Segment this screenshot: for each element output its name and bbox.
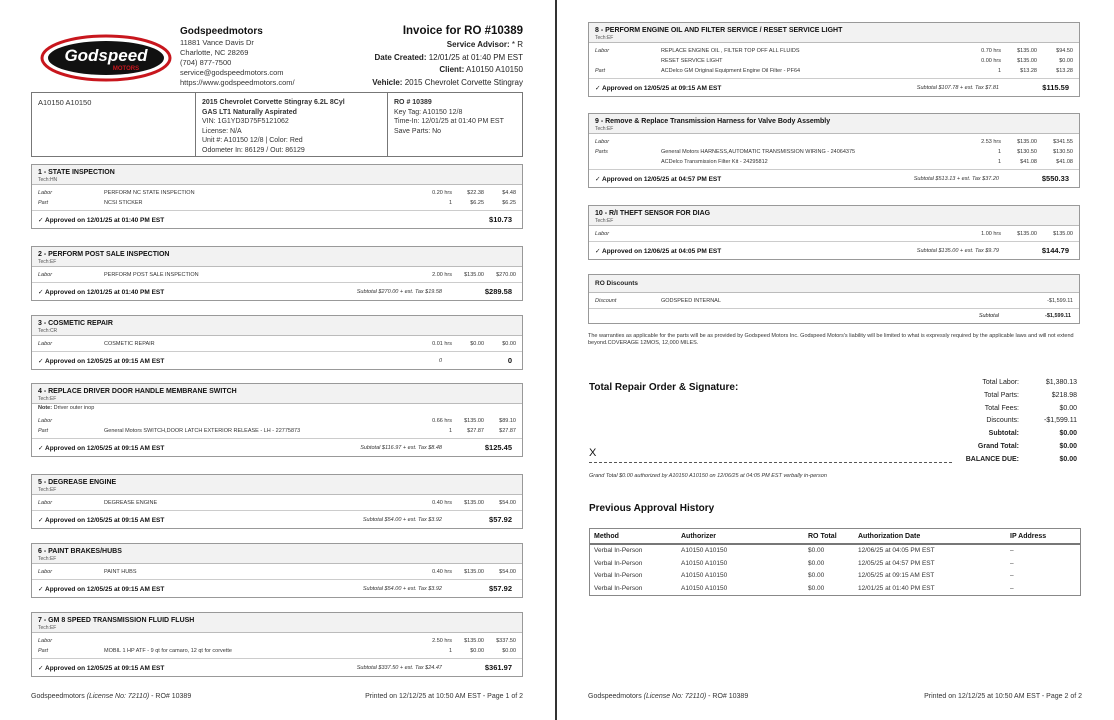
job-approval: [589, 79, 1079, 96]
job-title: 5 - DEGREASE ENGINE: [38, 479, 117, 486]
job-header: [589, 206, 1079, 226]
job-title: 3 - COSMETIC REPAIR: [38, 320, 113, 327]
line-rate: $135.00: [464, 418, 484, 424]
job-tech: Tech:EF: [38, 625, 57, 631]
job-tech: Tech:EF: [38, 556, 57, 562]
line-quantity: 0.70 hrs: [981, 48, 1001, 54]
warranty-text: The warranties as applicable for the parts will be as provided by Godspeed Motors Inc. Godspeed Motors's liability will be limited to what is expressly required by the applicable laws and will not extend beyond.COVERAGE 12MOS, 12,000 MILES.: [588, 333, 1074, 346]
line-description: DEGREASE ENGINE: [104, 500, 158, 506]
line-quantity: 2.50 hrs: [432, 638, 452, 644]
job-approval: [589, 170, 1079, 187]
line-rate: $135.00: [1017, 48, 1037, 54]
balance-due: BALANCE DUE: $0.00: [965, 455, 1077, 463]
job-lines: [32, 267, 522, 283]
line-amount: $54.00: [499, 569, 516, 575]
line-item: [32, 198, 522, 208]
job-tech: Tech:EF: [38, 487, 57, 493]
job-note: [32, 404, 522, 413]
line-amount: $0.00: [502, 341, 516, 347]
vehicle-details: 2015 Chevrolet Corvette Stingray 6.2L 8Cyl GAS LT1 Naturally Aspirated VIN: 1G1YD3D75F5121062 License: N/A Unit #: A10150 12/8 | Color: Red Odometer In: 86129 / Out: 86129: [196, 93, 388, 156]
line-amount: $54.00: [499, 500, 516, 506]
table-row: Verbal In-Person A10150 A10150 $0.00 12/05/25 at 04:57 PM EST –: [594, 559, 1014, 567]
line-type: Labor: [38, 569, 53, 575]
total-discounts: Discounts: -$1,599.11: [986, 417, 1077, 425]
line-quantity: 0.00 hrs: [981, 58, 1001, 64]
discount-subtotal: Subtotal -$1,599.11: [978, 313, 1071, 319]
approval-status: ✓ Approved on 12/05/25 at 09:15 AM EST: [38, 665, 165, 672]
signature-line[interactable]: [589, 462, 952, 463]
job-tech: Tech:EF: [595, 218, 614, 224]
logo-subtext: MOTORS: [112, 66, 140, 72]
job-section: [31, 164, 523, 229]
signature-title: Total Repair Order & Signature:: [589, 382, 739, 393]
grand-total: Grand Total: $0.00: [977, 442, 1077, 450]
line-quantity: 1.00 hrs: [981, 231, 1001, 237]
line-item: [589, 137, 1079, 147]
logo-text: Godspeed: [64, 46, 148, 65]
job-title: 8 - PERFORM ENGINE OIL AND FILTER SERVICE / RESET SERVICE LIGHT: [595, 27, 843, 34]
line-description: ACDelco GM Original Equipment Engine Oil Filter - PF64: [661, 68, 801, 74]
job-total: $115.59: [1042, 83, 1069, 92]
job-tech: Tech:EF: [38, 396, 57, 402]
vehicle: Vehicle: 2015 Chevrolet Corvette Stingray: [372, 77, 523, 87]
footer-page-number: Printed on 12/12/25 at 10:50 AM EST - Page 2 of 2: [924, 693, 1082, 700]
line-description: COSMETIC REPAIR: [104, 341, 155, 347]
job-note-label: Note:: [38, 405, 53, 411]
line-rate: $0.00: [470, 648, 484, 654]
line-item: [589, 46, 1079, 56]
job-note-text: Driver outer inop: [53, 405, 95, 411]
line-amount: $6.25: [502, 200, 516, 206]
table-row: Verbal In-Person A10150 A10150 $0.00 12/06/25 at 04:05 PM EST –: [594, 547, 1014, 554]
line-amount: $135.00: [1053, 231, 1073, 237]
line-quantity: 1: [997, 68, 1001, 74]
job-title: 2 - PERFORM POST SALE INSPECTION: [38, 251, 170, 258]
approval-history-title: Previous Approval History: [589, 503, 715, 514]
job-approval: [589, 242, 1079, 259]
job-tech: Tech:EF: [595, 126, 614, 132]
job-subtotal: Subtotal $54.00 + est. Tax $3.92: [362, 517, 442, 523]
job-section: [31, 246, 523, 301]
job-section: [31, 543, 523, 598]
line-type: Labor: [595, 231, 610, 237]
job-header: [589, 23, 1079, 43]
job-tech: Tech:HN: [38, 177, 58, 183]
job-section: [31, 474, 523, 529]
approval-status: ✓ Approved on 12/05/25 at 09:15 AM EST: [38, 358, 165, 365]
line-type: Part: [595, 68, 606, 74]
job-total: $57.92: [489, 515, 512, 524]
total-labor: Total Labor: $1,380.13: [982, 379, 1077, 386]
line-description: MOBIL 1 HP ATF - 9 qt for camaro, 12 qt for corvette: [104, 648, 232, 654]
job-section: [588, 22, 1080, 97]
table-row: Verbal In-Person A10150 A10150 $0.00 12/05/25 at 09:15 AM EST –: [594, 572, 1014, 579]
company-info: [180, 25, 295, 88]
job-total: $550.33: [1041, 174, 1069, 183]
table-row: Verbal In-Person A10150 A10150 $0.00 12/01/25 at 01:40 PM EST –: [594, 584, 1014, 592]
totals-summary: [937, 379, 1077, 469]
job-approval: [32, 659, 522, 676]
line-amount: $337.50: [496, 638, 516, 644]
line-amount: $270.00: [496, 272, 516, 278]
job-subtotal: Subtotal $54.00 + est. Tax $3.92: [362, 586, 442, 592]
line-rate: $135.00: [464, 638, 484, 644]
footer-license: Godspeedmotors (License No: 72110) - RO# 10389: [588, 693, 749, 700]
line-amount: $0.00: [502, 648, 516, 654]
authorization-note: Grand Total $0.00 authorized by A10150 A10150 on 12/06/25 at 04:05 PM EST verbally in-person: [589, 473, 827, 479]
line-description: PAINT HUBS: [104, 569, 137, 575]
invoice-page-1: [0, 0, 555, 720]
job-title: 6 - PAINT BRAKES/HUBS: [38, 548, 122, 555]
line-description: NCSI STICKER: [104, 200, 143, 206]
approval-status: ✓ Approved on 12/05/25 at 09:15 AM EST: [38, 517, 165, 524]
line-item: [589, 157, 1079, 167]
line-item: [589, 229, 1079, 239]
line-quantity: 2.53 hrs: [981, 139, 1001, 145]
line-type: Labor: [38, 272, 53, 278]
line-description: PERFORM POST SALE INSPECTION: [104, 272, 199, 278]
job-total: $361.97: [484, 663, 512, 672]
line-type: Labor: [595, 139, 610, 145]
job-lines: [32, 185, 522, 211]
job-header: [32, 165, 522, 185]
line-amount: $4.48: [502, 190, 516, 196]
job-total: $57.92: [489, 584, 512, 593]
line-item: [32, 339, 522, 349]
line-rate: $135.00: [464, 272, 484, 278]
line-amount: $27.87: [499, 428, 516, 434]
line-quantity: 0.40 hrs: [432, 569, 452, 575]
job-approval: [32, 283, 522, 300]
ro-discounts-title: RO Discounts: [589, 275, 1079, 293]
job-title: 9 - Remove & Replace Transmission Harness for Valve Body Assembly: [595, 118, 831, 125]
company-website[interactable]: https://www.godspeedmotors.com/: [180, 78, 295, 87]
job-section: [31, 612, 523, 677]
line-amount: $89.10: [499, 418, 516, 424]
job-lines: [589, 43, 1079, 79]
line-item: [589, 147, 1079, 157]
approval-history-header: Method Authorizer RO Total Authorization Date IP Address: [590, 529, 1080, 545]
line-quantity: 1: [448, 200, 452, 206]
company-name: Godspeedmotors: [180, 26, 263, 37]
line-quantity: 0.66 hrs: [432, 418, 452, 424]
line-type: Parts: [595, 149, 608, 155]
job-lines: [32, 633, 522, 659]
line-item: [32, 270, 522, 280]
ro-details: RO # 10389 Key Tag: A10150 12/8 Time-In: 12/01/25 at 01:40 PM EST Save Parts: No: [394, 99, 504, 135]
line-amount: $94.50: [1056, 48, 1073, 54]
total-subtotal: Subtotal: $0.00: [988, 430, 1077, 438]
total-fees: Total Fees: $0.00: [984, 404, 1077, 412]
job-section: [588, 205, 1080, 260]
job-header: [32, 316, 522, 336]
job-header: [589, 114, 1079, 134]
job-subtotal: Subtotal $513.13 + est. Tax $37.20: [913, 176, 999, 182]
job-subtotal: Subtotal $107.78 + est. Tax $7.81: [916, 85, 999, 91]
line-rate: $135.00: [464, 500, 484, 506]
job-total: 0: [507, 356, 512, 365]
job-lines: [32, 336, 522, 352]
line-description: ACDelco Transmission Filter Kit - 24295812: [661, 159, 768, 165]
job-tech: Tech:EF: [595, 35, 614, 41]
line-description: General Motors SWITCH,DOOR LATCH EXTERIOR RELEASE - LH - 22775873: [104, 428, 301, 434]
approval-status: ✓ Approved on 12/06/25 at 04:05 PM EST: [595, 248, 722, 255]
line-description: PERFORM NC STATE INSPECTION: [104, 190, 195, 196]
invoice-info: [372, 24, 523, 89]
signature-x: X: [589, 447, 597, 459]
total-parts: Total Parts: $218.98: [983, 391, 1077, 399]
job-approval: [32, 511, 522, 528]
job-subtotal: Subtotal $116.97 + est. Tax $8.48: [360, 445, 442, 451]
job-title: 10 - R/I THEFT SENSOR FOR DIAG: [595, 210, 711, 217]
approval-status: ✓ Approved on 12/01/25 at 01:40 PM EST: [38, 217, 165, 224]
line-type: Labor: [38, 341, 53, 347]
line-type: Labor: [38, 418, 53, 424]
line-quantity: 1: [997, 149, 1001, 155]
line-item: [32, 416, 522, 426]
date-created: Date Created: 12/01/25 at 01:40 PM EST: [374, 52, 523, 62]
line-rate: $6.25: [470, 200, 484, 206]
job-total: $125.45: [484, 443, 512, 452]
job-subtotal: Subtotal $337.50 + est. Tax $24.47: [356, 665, 442, 671]
footer-page-number: Printed on 12/12/25 at 10:50 AM EST - Page 1 of 2: [365, 693, 523, 700]
job-header: [32, 247, 522, 267]
line-amount: $0.00: [1059, 58, 1073, 64]
line-rate: $135.00: [464, 569, 484, 575]
job-approval: [32, 580, 522, 597]
client: Client: A10150 A10150: [439, 65, 523, 74]
customer-vehicle-box: [31, 92, 523, 157]
job-title: 7 - GM 8 SPEED TRANSMISSION FLUID FLUSH: [38, 617, 195, 624]
job-tech: Tech:EF: [38, 259, 57, 265]
line-quantity: 1: [448, 648, 452, 654]
line-type: Part: [38, 200, 49, 206]
job-section: [31, 383, 523, 457]
job-subtotal: Subtotal $270.00 + est. Tax $19.58: [356, 289, 442, 295]
job-total: $289.58: [484, 287, 512, 296]
job-approval: [32, 352, 522, 369]
line-quantity: 0.40 hrs: [432, 500, 452, 506]
company-phone: (704) 877-7500: [180, 58, 232, 67]
line-quantity: 0.20 hrs: [432, 190, 452, 196]
job-tech: Tech:CR: [38, 328, 58, 334]
job-header: [32, 544, 522, 564]
line-amount: $341.55: [1053, 139, 1073, 145]
line-item: [32, 426, 522, 436]
ro-discounts-section: [588, 274, 1080, 324]
line-quantity: 1: [448, 428, 452, 434]
line-quantity: 0.01 hrs: [432, 341, 452, 347]
line-type: Labor: [38, 190, 53, 196]
job-total: $10.73: [489, 215, 512, 224]
line-description: RESET SERVICE LIGHT: [661, 58, 723, 64]
line-rate: $27.87: [467, 428, 484, 434]
job-title: 4 - REPLACE DRIVER DOOR HANDLE MEMBRANE SWITCH: [38, 388, 237, 395]
job-total: $144.79: [1041, 246, 1069, 255]
line-item: [32, 188, 522, 198]
job-header: [32, 475, 522, 495]
approval-status: ✓ Approved on 12/05/25 at 04:57 PM EST: [595, 176, 722, 183]
line-item: [32, 646, 522, 656]
job-section: [31, 315, 523, 370]
company-address-2: Charlotte, NC 28269: [180, 48, 249, 57]
line-type: Labor: [595, 48, 610, 54]
service-advisor: Service Advisor: * R: [446, 40, 523, 49]
line-rate: $135.00: [1017, 58, 1037, 64]
footer-license: Godspeedmotors (License No: 72110) - RO# 10389: [31, 693, 192, 700]
job-lines: [32, 564, 522, 580]
line-item: [32, 636, 522, 646]
line-quantity: 1: [997, 159, 1001, 165]
approval-status: ✓ Approved on 12/05/25 at 09:15 AM EST: [38, 586, 165, 593]
job-subtotal: Subtotal $135.00 + est. Tax $9.79: [916, 248, 999, 254]
line-item: [32, 567, 522, 577]
job-subtotal: 0: [438, 358, 442, 364]
approval-status: ✓ Approved on 12/05/25 at 09:15 AM EST: [595, 85, 722, 92]
approval-history-table: [589, 528, 1081, 596]
godspeed-logo: [40, 30, 172, 84]
line-item: [32, 498, 522, 508]
job-approval: [32, 439, 522, 456]
line-amount: $13.28: [1056, 68, 1073, 74]
job-lines: [32, 495, 522, 511]
approval-status: ✓ Approved on 12/01/25 at 01:40 PM EST: [38, 289, 165, 296]
job-lines: [589, 134, 1079, 170]
discount-line: Discount GODSPEED INTERNAL -$1,599.11: [595, 298, 1073, 304]
job-title: 1 - STATE INSPECTION: [38, 169, 115, 176]
company-address-1: 11881 Vance Davis Dr: [180, 38, 254, 47]
line-type: Part: [38, 428, 49, 434]
line-rate: $0.00: [470, 341, 484, 347]
job-approval: [32, 211, 522, 228]
line-type: Labor: [38, 638, 53, 644]
line-rate: $41.08: [1020, 159, 1037, 165]
line-rate: $130.50: [1017, 149, 1037, 155]
line-type: Labor: [38, 500, 53, 506]
line-description: General Motors HARNESS,AUTOMATIC TRANSMISSION WIRING - 24064375: [661, 149, 856, 155]
approval-status: ✓ Approved on 12/05/25 at 09:15 AM EST: [38, 445, 165, 452]
invoice-title: Invoice for RO #10389: [402, 25, 523, 37]
line-rate: $22.38: [467, 190, 484, 196]
line-amount: $130.50: [1053, 149, 1073, 155]
line-type: Part: [38, 648, 49, 654]
line-item: [589, 66, 1079, 76]
job-header: [32, 613, 522, 633]
line-rate: $135.00: [1017, 231, 1037, 237]
job-lines: [32, 413, 522, 439]
line-quantity: 2.00 hrs: [432, 272, 452, 278]
line-item: [589, 56, 1079, 66]
company-email[interactable]: service@godspeedmotors.com: [180, 68, 284, 77]
line-rate: $135.00: [1017, 139, 1037, 145]
job-section: [588, 113, 1080, 188]
line-rate: $13.28: [1020, 68, 1037, 74]
job-header: [32, 384, 522, 404]
line-description: REPLACE ENGINE OIL , FILTER TOP OFF ALL FLUIDS: [661, 48, 800, 54]
customer-name: A10150 A10150: [32, 93, 196, 156]
line-amount: $41.08: [1056, 159, 1073, 165]
job-lines: [589, 226, 1079, 242]
invoice-page-2: [557, 0, 1114, 720]
